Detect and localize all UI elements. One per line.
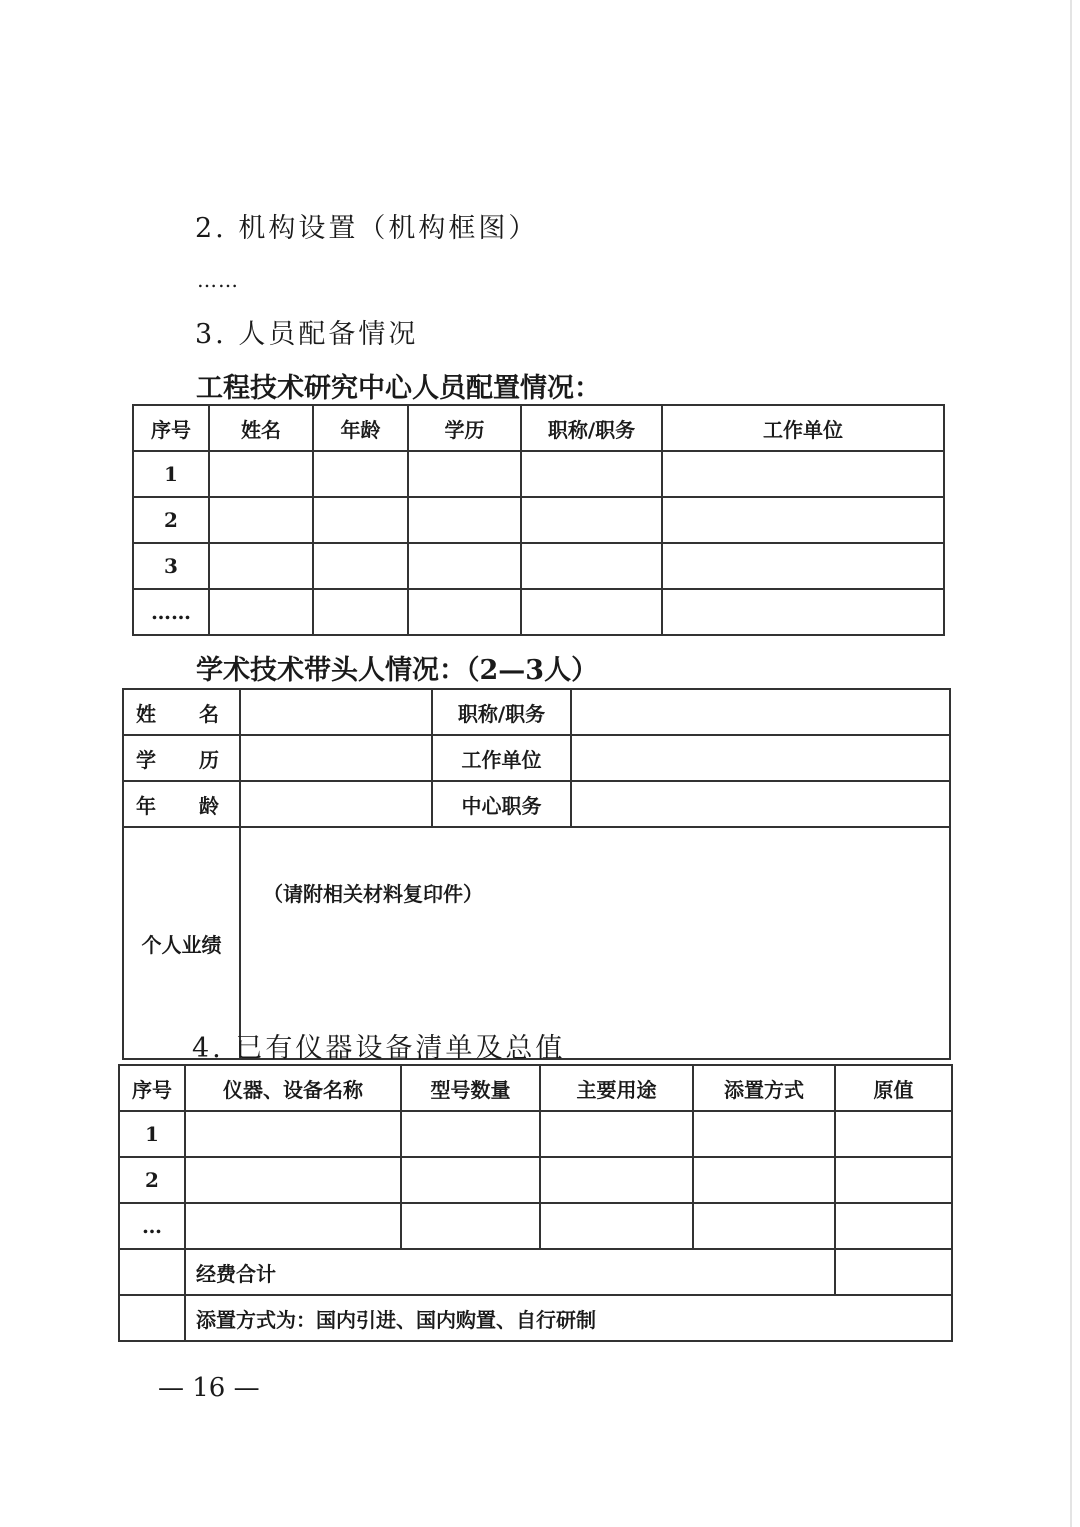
note-row (119, 1295, 952, 1341)
staff-table-title: 工程技术研究中心人员配置情况： (196, 373, 601, 404)
header-cell: 序号 (119, 1065, 185, 1111)
empty-cell[interactable] (521, 451, 662, 497)
row-number: 1 (133, 451, 209, 497)
empty-cell[interactable] (408, 497, 521, 543)
scan-edge (1070, 0, 1072, 1527)
empty-cell (119, 1295, 185, 1341)
header-cell: 职称/职务 (521, 405, 662, 451)
empty-cell[interactable] (408, 589, 521, 635)
workplace-label: 工作单位 (432, 735, 571, 781)
empty-cell[interactable] (209, 451, 313, 497)
row-number: 2 (133, 497, 209, 543)
empty-cell[interactable] (408, 543, 521, 589)
empty-cell[interactable] (401, 1157, 540, 1203)
empty-cell[interactable] (835, 1157, 952, 1203)
empty-cell[interactable] (185, 1203, 401, 1249)
empty-cell[interactable] (540, 1203, 693, 1249)
name-label: 姓 名 (123, 689, 240, 735)
empty-cell[interactable] (408, 451, 521, 497)
education-label: 学 历 (123, 735, 240, 781)
empty-cell[interactable] (835, 1203, 952, 1249)
empty-cell[interactable] (185, 1157, 401, 1203)
education-value[interactable] (240, 735, 432, 781)
total-value[interactable] (835, 1249, 952, 1295)
header-cell: 添置方式 (693, 1065, 835, 1111)
empty-cell[interactable] (662, 543, 944, 589)
empty-cell[interactable] (693, 1157, 835, 1203)
table-row (133, 543, 944, 589)
empty-cell[interactable] (540, 1157, 693, 1203)
header-cell: 主要用途 (540, 1065, 693, 1111)
empty-cell[interactable] (521, 543, 662, 589)
empty-cell[interactable] (401, 1111, 540, 1157)
empty-cell[interactable] (540, 1111, 693, 1157)
center-role-label: 中心职务 (432, 781, 571, 827)
empty-cell[interactable] (209, 589, 313, 635)
achievements-note[interactable]: （请附相关材料复印件） (240, 827, 950, 1059)
table-row (123, 781, 950, 827)
equipment-table-header (119, 1065, 952, 1111)
empty-cell[interactable] (835, 1111, 952, 1157)
table-row (123, 735, 950, 781)
empty-cell (119, 1249, 185, 1295)
header-cell: 原值 (835, 1065, 952, 1111)
leader-table-title: 学术技术带头人情况：（2—3人） (196, 655, 599, 686)
acquisition-note: 添置方式为：国内引进、国内购置、自行研制 (185, 1295, 952, 1341)
section-2-ellipsis: …… (197, 268, 239, 292)
age-value[interactable] (240, 781, 432, 827)
empty-cell[interactable] (521, 497, 662, 543)
empty-cell[interactable] (313, 451, 408, 497)
header-cell: 学历 (408, 405, 521, 451)
empty-cell[interactable] (185, 1111, 401, 1157)
table-row (119, 1111, 952, 1157)
header-cell: 工作单位 (662, 405, 944, 451)
empty-cell[interactable] (662, 451, 944, 497)
title-label: 职称/职务 (432, 689, 571, 735)
table-row (133, 589, 944, 635)
workplace-value[interactable] (571, 735, 950, 781)
empty-cell[interactable] (401, 1203, 540, 1249)
table-row (123, 827, 950, 1059)
empty-cell[interactable] (521, 589, 662, 635)
header-cell: 年龄 (313, 405, 408, 451)
staff-table (132, 404, 945, 636)
table-row (133, 497, 944, 543)
table-row (133, 451, 944, 497)
empty-cell[interactable] (209, 497, 313, 543)
empty-cell[interactable] (313, 589, 408, 635)
empty-cell[interactable] (662, 589, 944, 635)
header-cell: 姓名 (209, 405, 313, 451)
table-row (123, 689, 950, 735)
section-3-heading: 3. 人员配备情况 (195, 319, 419, 350)
row-number: …… (133, 589, 209, 635)
title-value[interactable] (571, 689, 950, 735)
section-4-heading: 4. 已有仪器设备清单及总值 (192, 1033, 566, 1064)
leader-table (122, 688, 951, 1060)
empty-cell[interactable] (662, 497, 944, 543)
section-2-heading: 2. 机构设置（机构框图） (195, 213, 539, 244)
empty-cell[interactable] (313, 497, 408, 543)
empty-cell[interactable] (209, 543, 313, 589)
staff-table-header (133, 405, 944, 451)
empty-cell[interactable] (693, 1203, 835, 1249)
row-number: 2 (119, 1157, 185, 1203)
row-number: 3 (133, 543, 209, 589)
total-label: 经费合计 (185, 1249, 835, 1295)
achievements-label: 个人业绩 (123, 827, 240, 1059)
header-cell: 型号数量 (401, 1065, 540, 1111)
header-cell: 仪器、设备名称 (185, 1065, 401, 1111)
empty-cell[interactable] (313, 543, 408, 589)
age-label: 年 龄 (123, 781, 240, 827)
equipment-table (118, 1064, 953, 1342)
header-cell: 序号 (133, 405, 209, 451)
empty-cell[interactable] (693, 1111, 835, 1157)
row-number: … (119, 1203, 185, 1249)
table-row (119, 1203, 952, 1249)
table-row (119, 1157, 952, 1203)
name-value[interactable] (240, 689, 432, 735)
row-number: 1 (119, 1111, 185, 1157)
total-row (119, 1249, 952, 1295)
center-role-value[interactable] (571, 781, 950, 827)
page-number: — 16 — (158, 1373, 260, 1403)
